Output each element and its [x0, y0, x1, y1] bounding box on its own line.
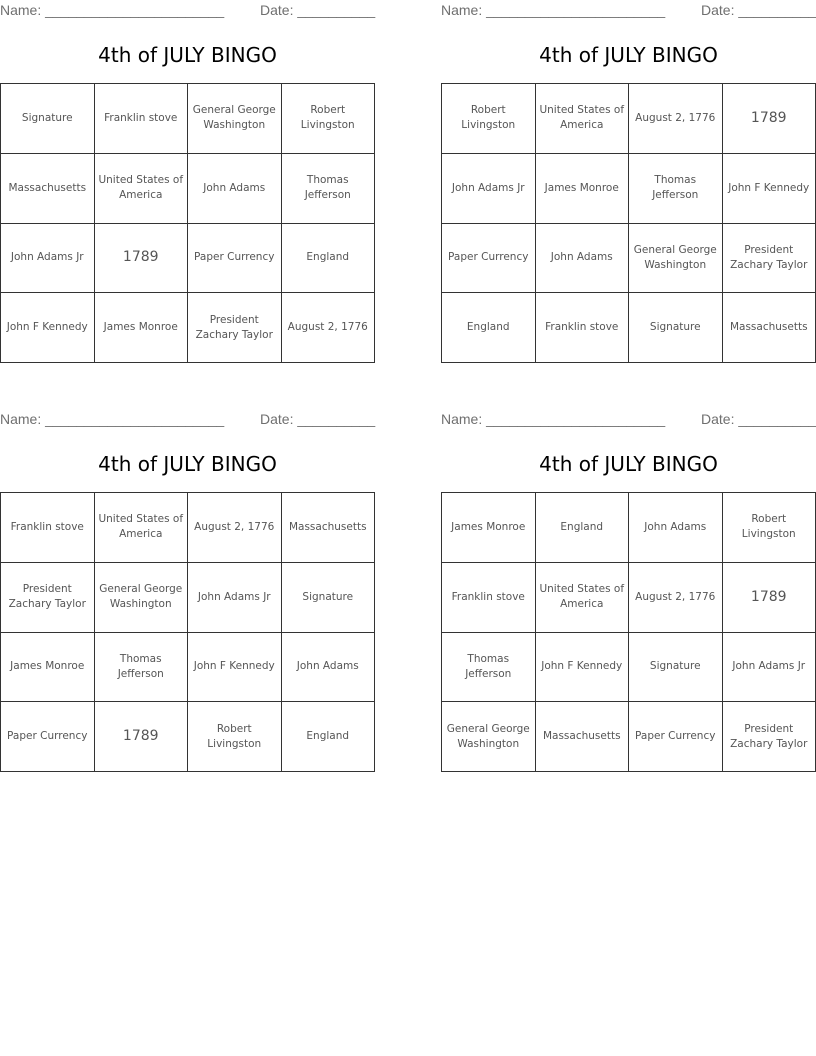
grid-row: [1, 153, 375, 223]
bingo-cell[interactable]: James Monroe: [535, 153, 629, 223]
grid-row: [442, 223, 816, 293]
bingo-cell[interactable]: 1789: [722, 562, 816, 632]
bingo-cell[interactable]: James Monroe: [1, 632, 95, 702]
bingo-cell[interactable]: President Zachary Taylor: [1, 562, 95, 632]
bingo-cell[interactable]: General George Washington: [629, 223, 723, 293]
bingo-cell[interactable]: August 2, 1776: [188, 493, 282, 563]
bingo-cell[interactable]: John Adams Jr: [442, 153, 536, 223]
date-field[interactable]: Date: __________: [260, 2, 376, 18]
card-title: 4th of JULY BINGO: [539, 452, 718, 476]
bingo-cell[interactable]: John Adams Jr: [188, 562, 282, 632]
bingo-cell[interactable]: Franklin stove: [535, 293, 629, 363]
bingo-cell[interactable]: Paper Currency: [1, 702, 95, 772]
bingo-cell[interactable]: General George Washington: [94, 562, 188, 632]
bingo-card-4: [441, 409, 816, 774]
bingo-cell[interactable]: John Adams: [281, 632, 375, 702]
bingo-cell[interactable]: 1789: [94, 702, 188, 772]
bingo-cell[interactable]: John Adams: [629, 493, 723, 563]
bingo-cell[interactable]: John Adams Jr: [1, 223, 95, 293]
bingo-cell[interactable]: England: [281, 702, 375, 772]
bingo-cell[interactable]: 1789: [722, 84, 816, 154]
bingo-cell[interactable]: Signature: [1, 84, 95, 154]
bingo-cell[interactable]: United States of America: [535, 562, 629, 632]
date-field[interactable]: Date: __________: [701, 2, 816, 18]
name-field[interactable]: Name: _______________________: [0, 411, 225, 427]
card-header: [441, 0, 816, 20]
bingo-cell[interactable]: England: [442, 293, 536, 363]
grid-row: [442, 84, 816, 154]
card-title: 4th of JULY BINGO: [539, 43, 718, 67]
grid-row: [442, 632, 816, 702]
name-field[interactable]: Name: _______________________: [0, 2, 225, 18]
bingo-cell[interactable]: President Zachary Taylor: [722, 702, 816, 772]
card-header: [0, 409, 375, 429]
bingo-cell[interactable]: James Monroe: [442, 493, 536, 563]
bingo-cell[interactable]: Franklin stove: [94, 84, 188, 154]
grid-row: [1, 632, 375, 702]
bingo-cell[interactable]: August 2, 1776: [629, 84, 723, 154]
bingo-cell[interactable]: Massachusetts: [281, 493, 375, 563]
bingo-cell[interactable]: United States of America: [94, 493, 188, 563]
card-title: 4th of JULY BINGO: [98, 452, 277, 476]
bingo-cell[interactable]: August 2, 1776: [629, 562, 723, 632]
bingo-cell[interactable]: Paper Currency: [442, 223, 536, 293]
date-field[interactable]: Date: __________: [260, 411, 376, 427]
bingo-card-2: [441, 0, 816, 365]
bingo-grid: [0, 83, 375, 363]
bingo-cell[interactable]: August 2, 1776: [281, 293, 375, 363]
bingo-cell[interactable]: Paper Currency: [629, 702, 723, 772]
bingo-cell[interactable]: Thomas Jefferson: [442, 632, 536, 702]
bingo-cell[interactable]: Franklin stove: [442, 562, 536, 632]
bingo-cell[interactable]: Signature: [629, 293, 723, 363]
bingo-cell[interactable]: Signature: [629, 632, 723, 702]
bingo-cell[interactable]: John F Kennedy: [722, 153, 816, 223]
grid-row: [442, 493, 816, 563]
grid-row: [442, 702, 816, 772]
bingo-cell[interactable]: John Adams Jr: [722, 632, 816, 702]
grid-row: [442, 153, 816, 223]
grid-row: [1, 84, 375, 154]
bingo-cell[interactable]: John F Kennedy: [535, 632, 629, 702]
bingo-cell[interactable]: Paper Currency: [188, 223, 282, 293]
grid-row: [442, 293, 816, 363]
name-field[interactable]: Name: _______________________: [441, 411, 666, 427]
bingo-cell[interactable]: Massachusetts: [1, 153, 95, 223]
bingo-card-1: [0, 0, 375, 365]
bingo-cell[interactable]: General George Washington: [188, 84, 282, 154]
date-field[interactable]: Date: __________: [701, 411, 816, 427]
bingo-cell[interactable]: General George Washington: [442, 702, 536, 772]
bingo-cell[interactable]: Robert Livingston: [281, 84, 375, 154]
bingo-cell[interactable]: United States of America: [535, 84, 629, 154]
grid-row: [1, 702, 375, 772]
bingo-cell[interactable]: Franklin stove: [1, 493, 95, 563]
bingo-cell[interactable]: Robert Livingston: [722, 493, 816, 563]
bingo-cell[interactable]: England: [281, 223, 375, 293]
bingo-cell[interactable]: President Zachary Taylor: [722, 223, 816, 293]
bingo-cell[interactable]: England: [535, 493, 629, 563]
bingo-cell[interactable]: Thomas Jefferson: [94, 632, 188, 702]
bingo-cell[interactable]: John Adams: [535, 223, 629, 293]
bingo-cell[interactable]: Massachusetts: [535, 702, 629, 772]
bingo-cell[interactable]: John Adams: [188, 153, 282, 223]
grid-row: [1, 562, 375, 632]
card-title: 4th of JULY BINGO: [98, 43, 277, 67]
bingo-cell[interactable]: James Monroe: [94, 293, 188, 363]
bingo-cell[interactable]: United States of America: [94, 153, 188, 223]
bingo-grid: [441, 492, 816, 772]
bingo-cell[interactable]: Thomas Jefferson: [281, 153, 375, 223]
bingo-card-3: [0, 409, 375, 774]
name-field[interactable]: Name: _______________________: [441, 2, 666, 18]
grid-row: [1, 223, 375, 293]
bingo-grid: [441, 83, 816, 363]
bingo-cell[interactable]: Signature: [281, 562, 375, 632]
grid-row: [442, 562, 816, 632]
bingo-cell[interactable]: Robert Livingston: [442, 84, 536, 154]
bingo-grid: [0, 492, 375, 772]
bingo-cell[interactable]: John F Kennedy: [188, 632, 282, 702]
card-header: [0, 0, 375, 20]
bingo-cell[interactable]: President Zachary Taylor: [188, 293, 282, 363]
bingo-cell[interactable]: Thomas Jefferson: [629, 153, 723, 223]
card-header: [441, 409, 816, 429]
bingo-cell[interactable]: 1789: [94, 223, 188, 293]
grid-row: [1, 293, 375, 363]
bingo-cell[interactable]: Massachusetts: [722, 293, 816, 363]
bingo-cell[interactable]: John F Kennedy: [1, 293, 95, 363]
grid-row: [1, 493, 375, 563]
bingo-cell[interactable]: Robert Livingston: [188, 702, 282, 772]
